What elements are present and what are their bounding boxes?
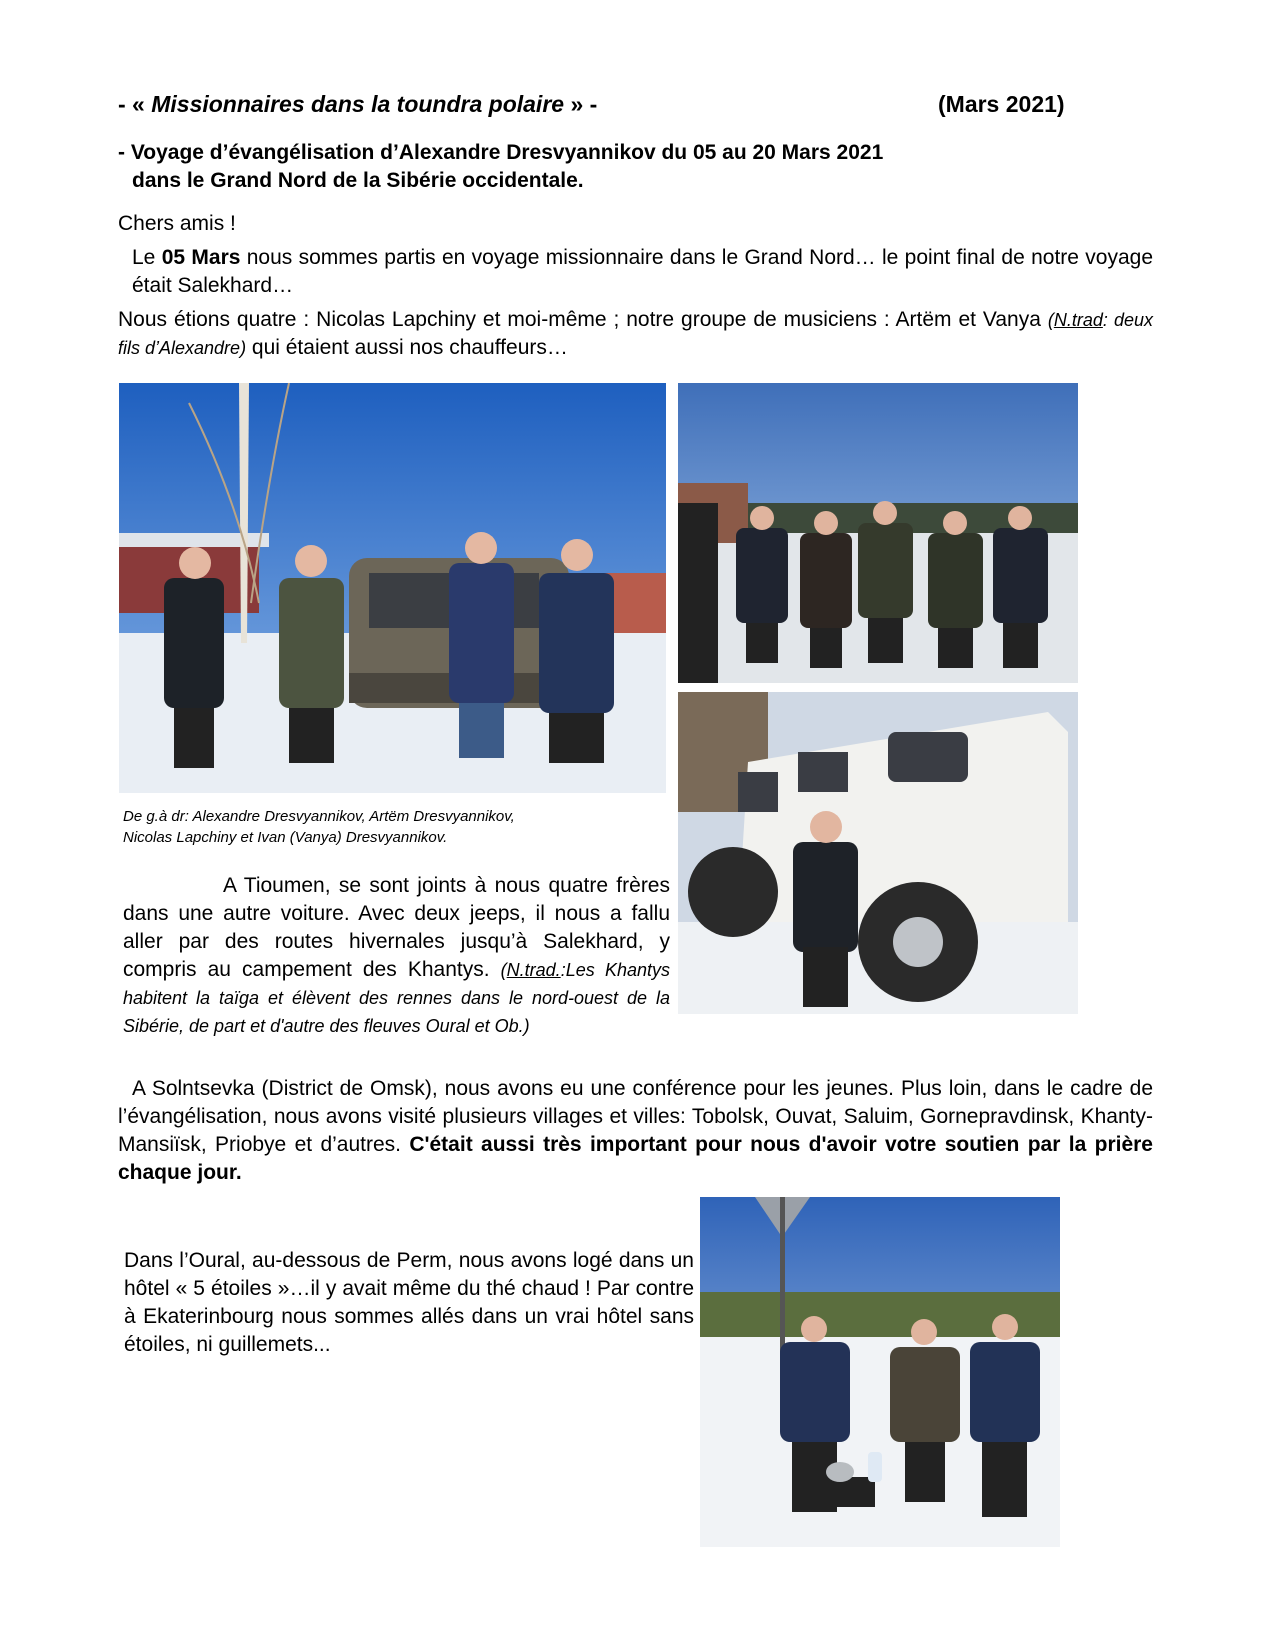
- date-label: (Mars 2021): [938, 91, 1065, 117]
- greeting: Chers amis !: [118, 212, 236, 235]
- photo-white-truck: [678, 692, 1078, 1014]
- p2-note: (N.trad: deux fils d’Alexandre): [118, 310, 1153, 358]
- tioumen-text: A Tioumen, se sont joints à nous quatre frères dans une autre voiture. Avec deux jeeps, il nous a fallu aller par des routes hivernales jusqu’à Salekhard, y compris au campement des Khantys.: [123, 874, 670, 981]
- tioumen-note: (N.trad.:Les Khantys habitent la taïga et élèvent des rennes dans le nord-ouest de la Sibérie, de part et d'autre des fleuves Oural et Ob.): [123, 960, 671, 1036]
- photo-caption: [123, 806, 683, 848]
- photo-group-road-image: [678, 383, 1078, 683]
- p2-note-text: : deux fils d’Alexandre: [118, 310, 1153, 358]
- p2-note-label: N.trad: [1053, 310, 1103, 330]
- p2-after: qui étaient aussi nos chauffeurs…: [246, 336, 568, 359]
- intro-block: [118, 210, 1153, 368]
- solntsevka-text: A Solntsevka (District de Omsk), nous avons eu une conférence pour les jeunes. Plus loin, dans le cadre de l’évangélisation, nous avons visité plusieurs villages et villes: Tobolsk, Ouvat, Saluim, Gornepravdinsk, Khanty-Mansiïsk, Priobye et d’autres.: [118, 1077, 1153, 1156]
- title-prefix: - «: [118, 91, 152, 117]
- title-suffix: » -: [564, 91, 598, 117]
- subtitle-line-1: - Voyage d’évangélisation d’Alexandre Dresvyannikov du 05 au 20 Mars 2021: [118, 141, 884, 164]
- caption-line-1: De g.à dr: Alexandre Dresvyannikov, Artëm Dresvyannikov,: [123, 808, 515, 825]
- solntsevka-paragraph: [118, 1075, 1153, 1187]
- caption-line-2: Nicolas Lapchiny et Ivan (Vanya) Dresvyannikov.: [123, 829, 448, 846]
- p2-before: Nous étions quatre : Nicolas Lapchiny et moi-même ; notre groupe de musiciens : Artëm et Vanya: [118, 308, 1048, 331]
- p1-before: Le: [132, 246, 162, 269]
- subtitle-line-2: dans le Grand Nord de la Sibérie occidentale.: [132, 169, 584, 192]
- subtitle: [118, 139, 1118, 195]
- solntsevka-bold: C'était aussi très important pour nous d'avoir votre soutien par la prière chaque jour.: [118, 1133, 1153, 1184]
- tioumen-paragraph: [123, 872, 670, 1040]
- p1-after: nous sommes partis en voyage missionnaire dans le Grand Nord… le point final de notre voyage était Salekhard…: [132, 246, 1154, 297]
- intro-paragraph-1: [118, 244, 1153, 300]
- tioumen-note-label: N.trad.: [506, 960, 561, 980]
- oural-paragraph: Dans l’Oural, au-dessous de Perm, nous avons logé dans un hôtel « 5 étoiles »…il y avait même du thé chaud ! Par contre à Ekaterinbourg nous sommes allés dans un vrai hôtel sans étoiles, ni guillemets...: [124, 1249, 694, 1356]
- photo-snow-kettle: [700, 1197, 1060, 1547]
- photo-group-suv: [119, 383, 666, 793]
- tioumen-note-text: :Les Khantys habitent la taïga et élèvent des rennes dans le nord-ouest de la Sibérie, de part et d'autre des fleuves Oural et Ob.: [123, 960, 671, 1036]
- page-title: [118, 91, 597, 118]
- p1-date: 05 Mars: [161, 246, 241, 269]
- title-main: Missionnaires dans la toundra polaire: [151, 91, 565, 117]
- photo-group-road: [678, 383, 1078, 683]
- intro-paragraph-2: [118, 306, 1153, 362]
- photo-snow-kettle-image: [700, 1197, 1060, 1547]
- photo-group-suv-image: [119, 383, 666, 793]
- photo-white-truck-image: [678, 692, 1078, 1014]
